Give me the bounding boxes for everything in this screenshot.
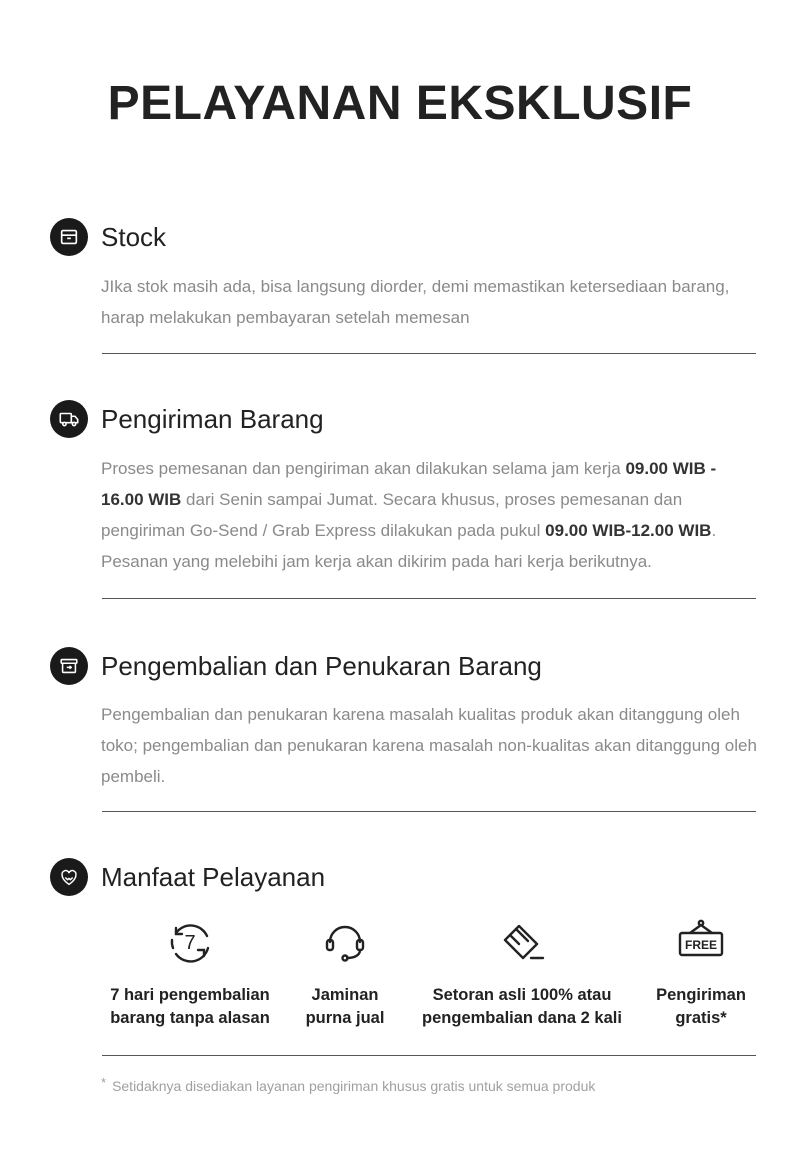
benefit-label: Setoran asli 100% atau pengembalian dana 2 kali — [422, 986, 622, 1027]
benefit-label: 7 hari pengembalian barang tanpa alasan — [110, 986, 270, 1027]
body-text: . Pesanan yang melebihi jam kerja akan dikirim pada hari kerja berikutnya. — [101, 521, 717, 571]
return-box-icon — [50, 647, 88, 685]
footnote — [101, 1075, 595, 1094]
benefit-refund — [408, 918, 636, 1030]
section-body — [101, 453, 761, 577]
section-title: Pengiriman Barang — [101, 404, 324, 434]
benefit-label: Pengiriman gratis* — [656, 986, 746, 1027]
body-text: dari Senin sampai Jumat. Secara khusus, proses pemesanan dan pengiriman Go-Send / Grab Express dilakukan pada pukul — [101, 490, 683, 540]
benefit-after-sales — [292, 918, 398, 1030]
benefit-seven-day-return — [100, 918, 280, 1030]
free-shipping-icon — [676, 918, 726, 966]
headset-icon — [321, 918, 369, 966]
section-title: Pengembalian dan Penukaran Barang — [101, 651, 542, 681]
box-icon — [50, 218, 88, 256]
footnote-text: Setidaknya disediakan layanan pengiriman khusus gratis untuk semua produk — [112, 1078, 596, 1094]
body-text: Proses pemesanan dan pengiriman akan dilakukan selama jam kerja — [101, 459, 626, 478]
section-title: Manfaat Pelayanan — [101, 862, 326, 892]
body-bold-hours: 09.00 WIB-12.00 WIB — [545, 521, 712, 540]
benefit-label: Jaminan purna jual — [305, 986, 385, 1027]
card-refund-icon — [497, 918, 547, 966]
divider — [102, 1055, 756, 1056]
seven-day-return-icon — [166, 918, 214, 966]
divider — [102, 811, 756, 812]
body-bold-hours: 09.00 WIB - 16.00 WIB — [101, 459, 717, 509]
page-title: PELAYANAN EKSKLUSIF — [107, 77, 693, 130]
benefit-free-shipping — [644, 918, 758, 1030]
section-body: Pengembalian dan penukaran karena masalah kualitas produk akan ditanggung oleh toko; pengembalian dan penukaran karena masalah non-kualitas akan ditanggung oleh pembeli. — [101, 705, 757, 786]
handshake-heart-icon — [50, 858, 88, 896]
section-body: JIka stok masih ada, bisa langsung diorder, demi memastikan ketersediaan barang, harap melakukan pembayaran setelah memesan — [101, 277, 730, 327]
svg-text:FREE: FREE — [684, 938, 718, 952]
footnote-marker: * — [101, 1075, 107, 1090]
divider — [102, 353, 756, 354]
svg-text:7: 7 — [184, 932, 196, 954]
truck-icon — [50, 400, 88, 438]
section-title: Stock — [101, 222, 167, 252]
divider — [102, 598, 756, 599]
